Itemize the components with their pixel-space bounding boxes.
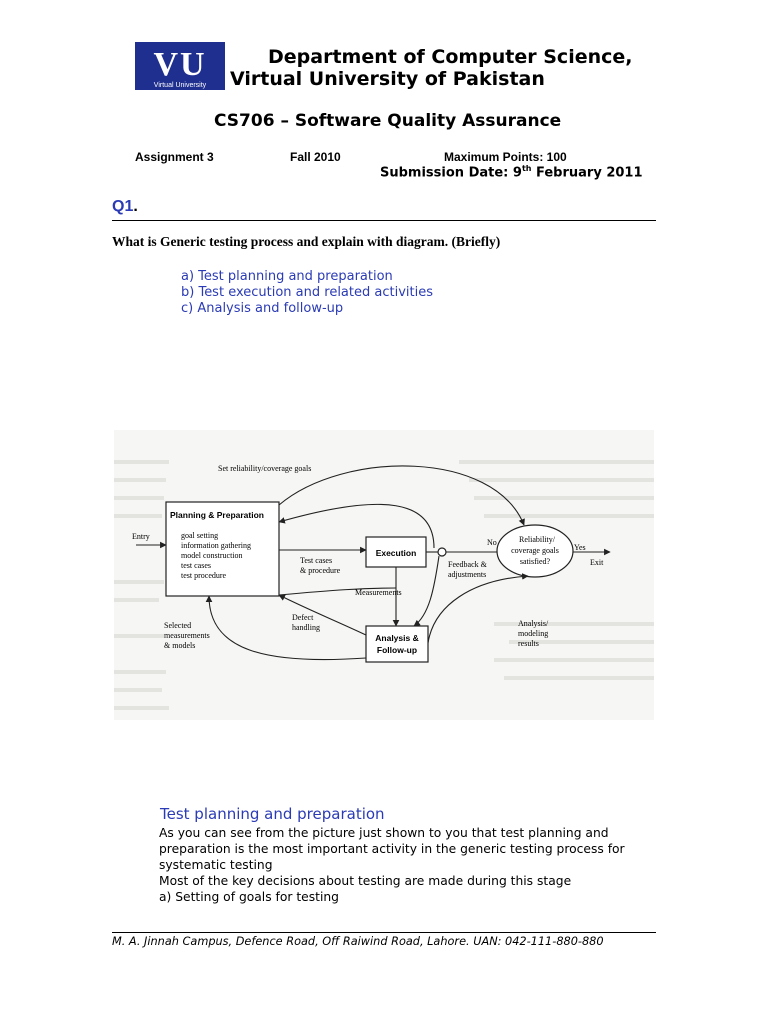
feedback-label-2: adjustments	[448, 570, 487, 579]
exit-label: Exit	[590, 558, 604, 567]
submission-day: 9	[512, 165, 522, 181]
university-title: Virtual University of Pakistan	[230, 68, 545, 90]
paragraph-line: preparation is the most important activity in the generic testing process for	[159, 842, 625, 856]
selected-label-1: Selected	[164, 621, 192, 630]
submission-rest: February 2011	[531, 165, 643, 181]
section-paragraph	[159, 825, 659, 905]
modeling-label-2: modeling	[518, 629, 549, 638]
department-title: Department of Computer Science,	[268, 46, 633, 68]
question-items	[181, 269, 433, 317]
section-heading: Test planning and preparation	[160, 805, 385, 823]
submission-date: Submission Date: 9th February 2011	[380, 164, 643, 181]
assignment-number: Assignment 3	[135, 150, 214, 164]
modeling-label-1: Analysis/	[518, 619, 549, 628]
analysis-label-2: Follow-up	[376, 645, 418, 655]
submission-sup: th	[521, 164, 532, 173]
feedback-label-1: Feedback &	[448, 560, 487, 569]
list-item: a) Test planning and preparation	[181, 269, 393, 284]
paragraph-line: Most of the key decisions about testing are made during this stage	[159, 874, 572, 888]
analysis-box	[366, 626, 428, 662]
question-label: Q1.	[112, 198, 138, 215]
list-item: b) Test execution and related activities	[181, 285, 433, 300]
footer-divider	[112, 932, 656, 933]
planning-item: test cases	[181, 561, 211, 570]
paragraph-line: As you can see from the picture just shown to you that test planning and	[159, 826, 609, 840]
testing-process-diagram	[114, 430, 654, 720]
planning-item: goal setting	[181, 531, 219, 540]
planning-item: information gathering	[181, 541, 251, 550]
selected-label-2: measurements	[164, 631, 210, 640]
planning-item: test procedure	[181, 571, 227, 580]
yes-label: Yes	[574, 543, 586, 552]
junction-node	[438, 548, 446, 556]
term: Fall 2010	[290, 150, 341, 164]
analysis-label-1: Analysis &	[375, 633, 419, 643]
measurements-label: Measurements	[355, 588, 402, 597]
defect-label-2: handling	[292, 623, 320, 632]
defect-label-1: Defect	[292, 613, 314, 622]
submission-label: Submission Date	[380, 165, 504, 181]
modeling-label-3: results	[518, 639, 539, 648]
decision-text-1: Reliability/	[519, 535, 555, 544]
planning-item: model construction	[181, 551, 243, 560]
paragraph-line: a) Setting of goals for testing	[159, 890, 339, 904]
paragraph-line: systematic testing	[159, 858, 273, 872]
logo-caption: Virtual University	[153, 82, 207, 89]
test-cases-label-2: & procedure	[300, 566, 341, 575]
no-label: No	[487, 538, 497, 547]
test-cases-label-1: Test cases	[300, 556, 333, 565]
set-goals-label: Set reliability/coverage goals	[218, 464, 312, 473]
logo-text: VU	[153, 46, 207, 83]
question-divider	[112, 220, 656, 221]
decision-text-3: satisfied?	[519, 557, 551, 566]
course-title: CS706 – Software Quality Assurance	[214, 111, 562, 131]
university-logo	[135, 42, 225, 90]
list-item: c) Analysis and follow-up	[181, 301, 344, 316]
max-points: Maximum Points: 100	[444, 150, 567, 164]
decision-text-2: coverage goals	[511, 546, 559, 555]
entry-label: Entry	[132, 532, 150, 541]
execution-label: Execution	[375, 548, 417, 558]
question-text: What is Generic testing process and explain with diagram. (Briefly)	[112, 234, 501, 249]
selected-label-3: & models	[164, 641, 196, 650]
footer-address: M. A. Jinnah Campus, Defence Road, Off Raiwind Road, Lahore. UAN: 042-111-880-880	[112, 935, 604, 948]
planning-title: Planning & Preparation	[170, 510, 264, 520]
